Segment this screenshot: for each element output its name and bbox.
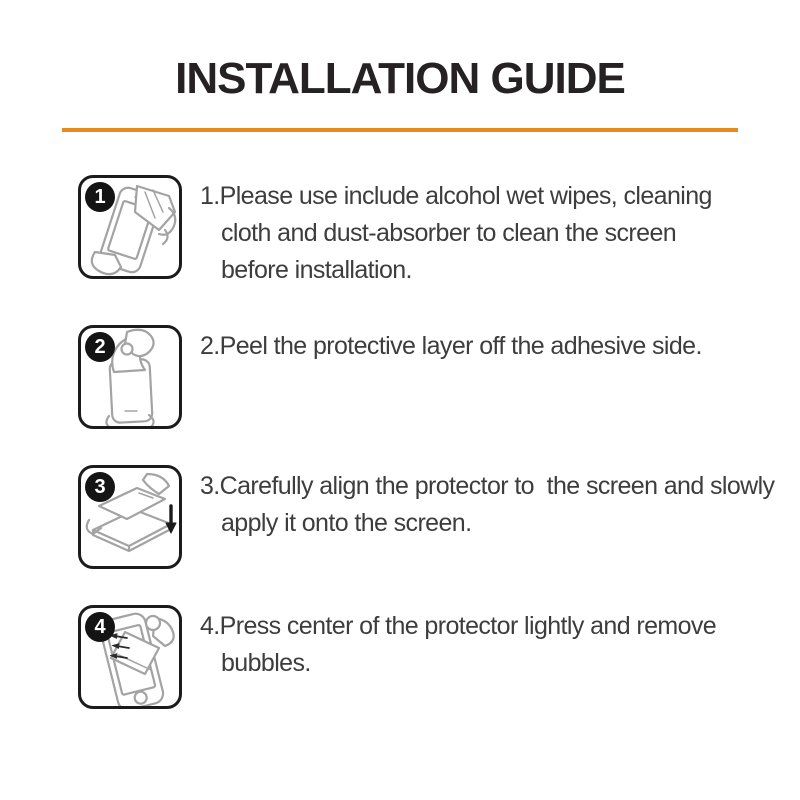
step-row-2 <box>78 325 800 429</box>
steps-list <box>78 175 800 709</box>
step-text-line: before installation. <box>221 256 412 284</box>
step-text-line: 4.Press center of the protector lightly and remove <box>200 612 717 640</box>
title-divider <box>62 128 738 132</box>
step-2-text <box>200 325 702 365</box>
step-3-text <box>200 465 774 542</box>
step-3-badge: 3 <box>85 472 115 502</box>
step-text-line: cloth and dust-absorber to clean the screen <box>221 219 677 247</box>
step-2-number: 2. <box>200 332 220 360</box>
step-3-illustration <box>78 465 182 569</box>
step-4-text <box>200 605 716 682</box>
step-row-3 <box>78 465 800 569</box>
step-text-line: 2.Peel the protective layer off the adhesive side. <box>200 332 702 360</box>
step-1-number: 1. <box>200 182 220 210</box>
page-title: INSTALLATION GUIDE <box>175 54 625 103</box>
step-1-badge: 1 <box>85 182 115 212</box>
step-row-4 <box>78 605 800 709</box>
step-3-number: 3. <box>200 472 220 500</box>
step-1-illustration <box>78 175 182 279</box>
step-4-badge: 4 <box>85 612 115 642</box>
step-row-1 <box>78 175 800 289</box>
step-text-line: bubbles. <box>221 649 311 677</box>
step-text-line: 1.Please use include alcohol wet wipes, cleaning <box>200 182 712 210</box>
step-text-line: 3.Carefully align the protector to the screen and slowly <box>200 472 775 500</box>
step-4-number: 4. <box>200 612 220 640</box>
step-text-line: apply it onto the screen. <box>221 509 472 537</box>
step-4-illustration <box>78 605 182 709</box>
step-2-badge: 2 <box>85 332 115 362</box>
step-1-text <box>200 175 712 289</box>
step-2-illustration <box>78 325 182 429</box>
